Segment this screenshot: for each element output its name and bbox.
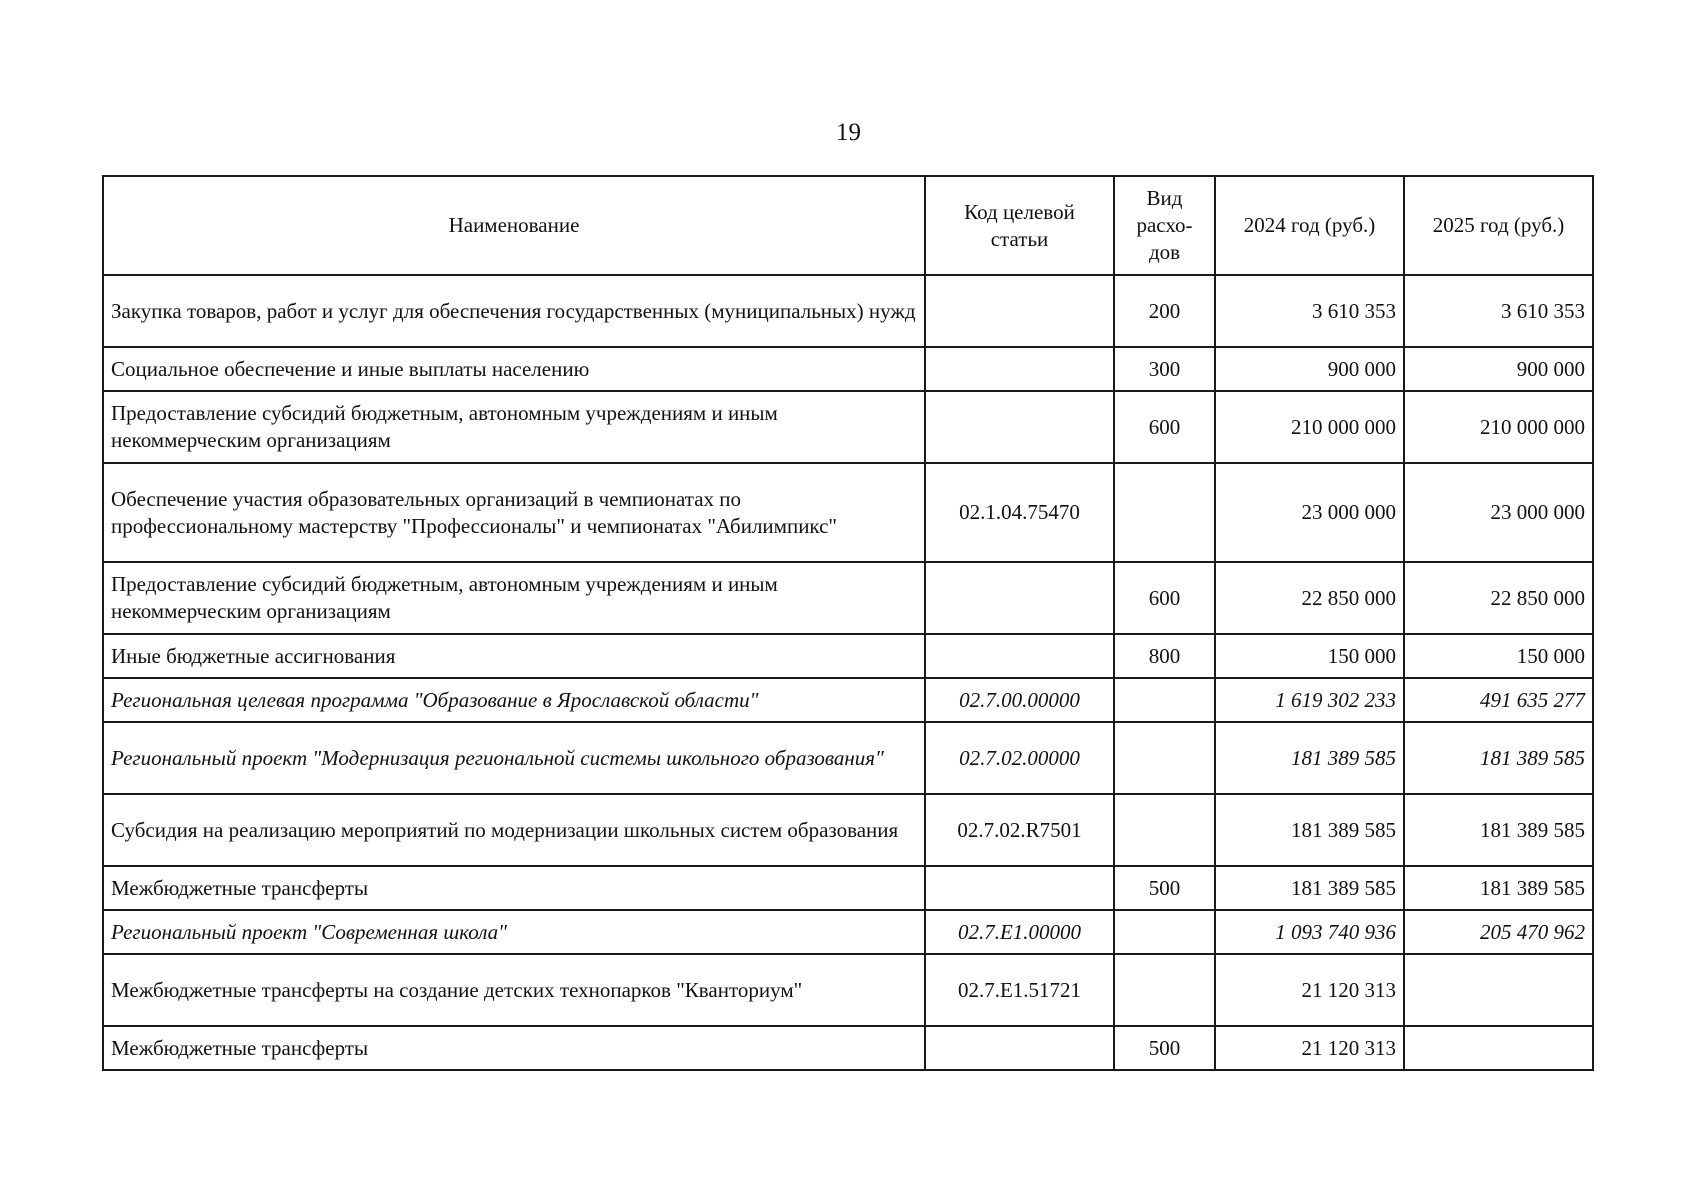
table-row xyxy=(103,910,1593,954)
row-name: Обеспечение участия образовательных организаций в чемпионатах по профессиональному мастерству "Профессионалы" и чемпионатах "Абилимпикс" xyxy=(103,463,925,562)
table-row xyxy=(103,391,1593,463)
page-number: 19 xyxy=(836,119,861,146)
row-type: 800 xyxy=(1114,634,1215,678)
table-row xyxy=(103,678,1593,722)
row-type: 500 xyxy=(1114,1026,1215,1070)
row-code xyxy=(925,391,1114,463)
row-2025: 23 000 000 xyxy=(1404,463,1593,562)
row-name: Предоставление субсидий бюджетным, автономным учреждениям и иным некоммерческим организациям xyxy=(103,562,925,634)
row-2024: 22 850 000 xyxy=(1215,562,1404,634)
row-2025: 491 635 277 xyxy=(1404,678,1593,722)
header-2025: 2025 год (руб.) xyxy=(1404,176,1593,275)
row-2025: 205 470 962 xyxy=(1404,910,1593,954)
row-2025: 3 610 353 xyxy=(1404,275,1593,347)
table-row xyxy=(103,634,1593,678)
row-name: Социальное обеспечение и иные выплаты населению xyxy=(103,347,925,391)
row-code xyxy=(925,1026,1114,1070)
row-type xyxy=(1114,910,1215,954)
row-name: Закупка товаров, работ и услуг для обеспечения государственных (муниципальных) нужд xyxy=(103,275,925,347)
table-row xyxy=(103,275,1593,347)
row-2024: 181 389 585 xyxy=(1215,722,1404,794)
table-row xyxy=(103,562,1593,634)
table-row xyxy=(103,866,1593,910)
row-code: 02.7.02.R7501 xyxy=(925,794,1114,866)
row-code: 02.7.02.00000 xyxy=(925,722,1114,794)
row-2024: 23 000 000 xyxy=(1215,463,1404,562)
row-code: 02.7.Е1.51721 xyxy=(925,954,1114,1026)
table-row xyxy=(103,722,1593,794)
table-row xyxy=(103,1026,1593,1070)
row-2024: 900 000 xyxy=(1215,347,1404,391)
row-type: 200 xyxy=(1114,275,1215,347)
row-type: 300 xyxy=(1114,347,1215,391)
row-2024: 3 610 353 xyxy=(1215,275,1404,347)
row-code xyxy=(925,866,1114,910)
row-type xyxy=(1114,954,1215,1026)
table-row xyxy=(103,463,1593,562)
row-code: 02.7.00.00000 xyxy=(925,678,1114,722)
row-2025: 900 000 xyxy=(1404,347,1593,391)
row-2025: 181 389 585 xyxy=(1404,794,1593,866)
row-2024: 1 093 740 936 xyxy=(1215,910,1404,954)
row-name: Региональный проект "Современная школа" xyxy=(103,910,925,954)
row-2024: 181 389 585 xyxy=(1215,866,1404,910)
header-type: Вид расхо-дов xyxy=(1114,176,1215,275)
table-row xyxy=(103,347,1593,391)
header-code: Код целевой статьи xyxy=(925,176,1114,275)
row-2024: 1 619 302 233 xyxy=(1215,678,1404,722)
row-name: Региональная целевая программа "Образование в Ярославской области" xyxy=(103,678,925,722)
row-2024: 21 120 313 xyxy=(1215,954,1404,1026)
row-2024: 21 120 313 xyxy=(1215,1026,1404,1070)
row-type xyxy=(1114,678,1215,722)
header-name: Наименование xyxy=(103,176,925,275)
row-code xyxy=(925,562,1114,634)
row-type xyxy=(1114,722,1215,794)
row-2025: 150 000 xyxy=(1404,634,1593,678)
row-2025: 210 000 000 xyxy=(1404,391,1593,463)
row-2024: 150 000 xyxy=(1215,634,1404,678)
row-type: 600 xyxy=(1114,562,1215,634)
row-2025: 181 389 585 xyxy=(1404,722,1593,794)
row-name: Региональный проект "Модернизация региональной системы школьного образования" xyxy=(103,722,925,794)
row-type: 500 xyxy=(1114,866,1215,910)
row-type xyxy=(1114,463,1215,562)
row-name: Субсидия на реализацию мероприятий по модернизации школьных систем образования xyxy=(103,794,925,866)
row-code xyxy=(925,347,1114,391)
row-2024: 210 000 000 xyxy=(1215,391,1404,463)
row-type xyxy=(1114,794,1215,866)
row-name: Иные бюджетные ассигнования xyxy=(103,634,925,678)
row-name: Предоставление субсидий бюджетным, автономным учреждениям и иным некоммерческим организациям xyxy=(103,391,925,463)
row-code: 02.7.Е1.00000 xyxy=(925,910,1114,954)
row-type: 600 xyxy=(1114,391,1215,463)
row-2025: 22 850 000 xyxy=(1404,562,1593,634)
table-header-row xyxy=(103,176,1593,275)
row-code xyxy=(925,275,1114,347)
header-2024: 2024 год (руб.) xyxy=(1215,176,1404,275)
row-2024: 181 389 585 xyxy=(1215,794,1404,866)
table-row xyxy=(103,794,1593,866)
table-row xyxy=(103,954,1593,1026)
row-code: 02.1.04.75470 xyxy=(925,463,1114,562)
row-code xyxy=(925,634,1114,678)
row-name: Межбюджетные трансферты на создание детских технопарков "Кванториум" xyxy=(103,954,925,1026)
budget-table xyxy=(102,175,1594,1071)
row-2025 xyxy=(1404,954,1593,1026)
row-name: Межбюджетные трансферты xyxy=(103,1026,925,1070)
row-2025 xyxy=(1404,1026,1593,1070)
row-name: Межбюджетные трансферты xyxy=(103,866,925,910)
row-2025: 181 389 585 xyxy=(1404,866,1593,910)
